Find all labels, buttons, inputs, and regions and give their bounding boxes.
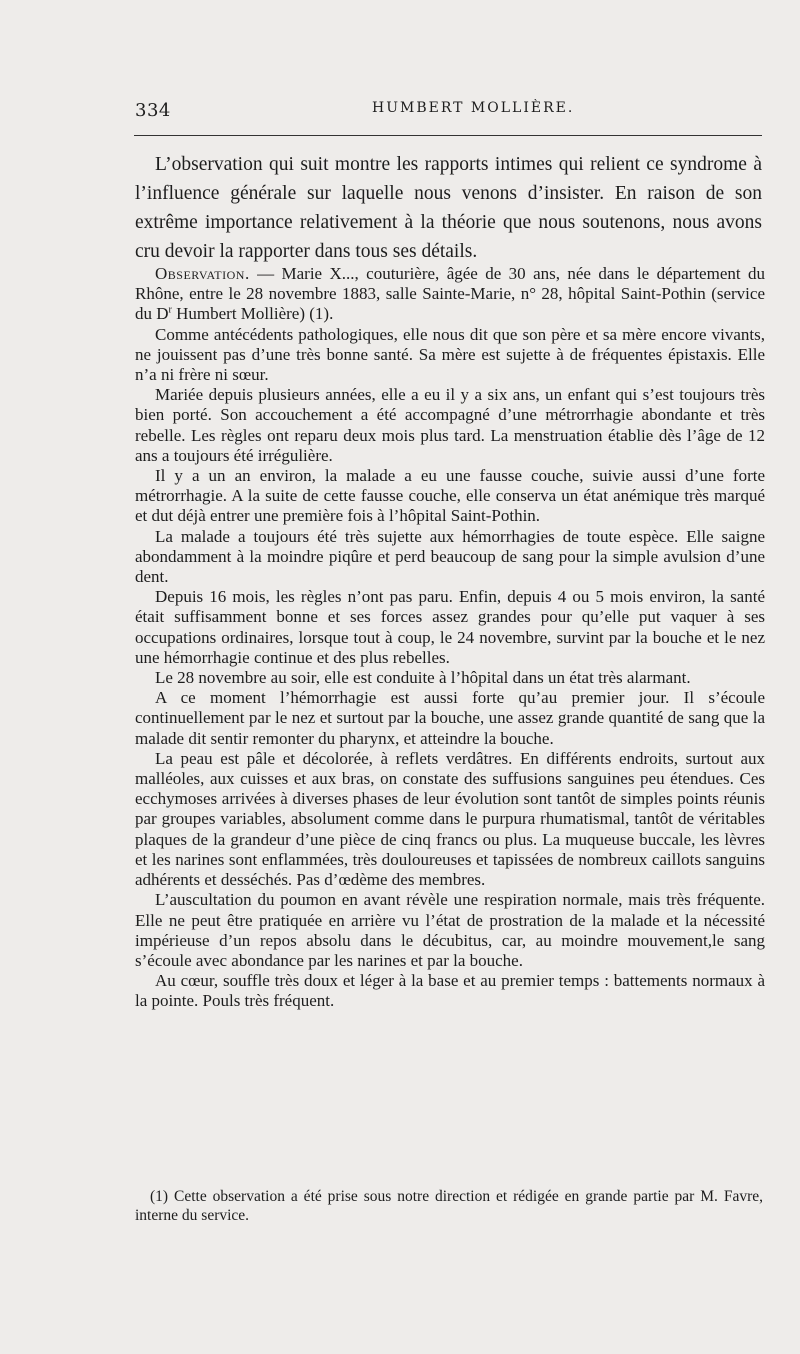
footnote: (1) Cette observation a été prise sous notre direction et rédigée en grande partie par M. Favre, interne du service.	[135, 1188, 763, 1224]
paragraph: Mariée depuis plusieurs années, elle a eu il y a six ans, un enfant qui s’est toujours très bien porté. Son accouchement a été accompagné d’une métrorrhagie abondante et très rebelle. Les règles ont reparu deux mois plus tard. La menstruation établie dès l’âge de 12 ans a toujours été irrégulière.	[135, 385, 765, 465]
paragraph: Il y a un an environ, la malade a eu une fausse couche, suivie aussi d’une forte métrorrhagie. A la suite de cette fausse couche, elle conserva un état anémique très marqué et dut déjà entrer une première fois à l’hôpital Saint-Pothin.	[135, 466, 765, 526]
intro-paragraph: L’observation qui suit montre les rapports intimes qui relient ce syndrome à l’influence générale sur laquelle nous venons d’insister. En raison de son extrême importance relativement à la théorie que nous soutenons, nous avons cru devoir la rapporter dans tous ses détails.	[135, 154, 762, 262]
observation-sup: r	[168, 304, 172, 316]
observation-body	[135, 264, 765, 1012]
page-header	[0, 100, 800, 126]
running-head: HUMBERT MOLLIÈRE.	[372, 100, 575, 116]
observation-heading-paragraph	[135, 264, 765, 325]
header-rule	[134, 135, 762, 136]
paragraph: L’auscultation du poumon en avant révèle une respiration normale, mais très fréquente. Elle ne peut être pratiquée en arrière vu l’état de prostration de la malade et la nécessité impérieuse d’un repos absolu dans le décubitus, car, au moindre mouvement,le sang s’écoule avec abondance par les narines et par la bouche.	[135, 890, 765, 970]
paragraph: Depuis 16 mois, les règles n’ont pas paru. Enfin, depuis 4 ou 5 mois environ, la santé était suffisamment bonne et ses forces assez grandes pour qu’elle put vaquer à ses occupations ordinaires, lorsque tout à coup, le 24 novembre, survint par la bouche et le nez une hémorrhagie continue et des plus rebelles.	[135, 587, 765, 667]
observation-label: Observation.	[155, 264, 250, 283]
paragraph: Le 28 novembre au soir, elle est conduite à l’hôpital dans un état très alarmant.	[155, 668, 691, 688]
paragraph: Comme antécédents pathologiques, elle nous dit que son père et sa mère encore vivants, ne jouissent pas d’une très bonne santé. Sa mère est sujette à de fréquentes épistaxis. Elle n’a ni frère ni sœur.	[135, 324, 765, 385]
paragraph: La peau est pâle et décolorée, à reflets verdâtres. En différents endroits, surtout aux malléoles, aux cuisses et aux bras, on constate des suffusions sanguines peu étendues. Ces ecchymoses arrivées à diverses phases de leur évolution sont tantôt de simples points réunis par groupes variables, absolument comme dans le purpura rhumatismal, tantôt de véritables plaques de la grandeur d’une pièce de cinq francs ou plus. La muqueuse buccale, les lèvres et les narines sont enflammées, très douloureuses et tapissées de nombreux caillots sanguins adhérents et desséchés. Pas d’œdème des membres.	[135, 748, 765, 890]
observation-text-2: Humbert Mollière) (1).	[171, 304, 334, 324]
paragraph: La malade a toujours été très sujette aux hémorrhagies de toute espèce. Elle saigne abondamment à la moindre piqûre et perd beaucoup de sang pour la simple avulsion d’une dent.	[135, 526, 765, 587]
paragraph: Au cœur, souffle très doux et léger à la base et au premier temps : battements normaux à la pointe. Pouls très fréquent.	[135, 971, 765, 1011]
paragraph: A ce moment l’hémorrhagie est aussi forte qu’au premier jour. Il s’écoule continuellement par le nez et surtout par la bouche, une assez grande quantité de sang que la malade dit sentir remonter du pharynx, et atteindre la bouche.	[135, 688, 765, 748]
observation-text-1: — Marie X..., couturière, âgée de 30 ans, née dans le département du Rhône, entre le 28 novembre 1883, salle Sainte-Marie, n° 28, hôpital Saint-Pothin (service du D	[135, 264, 765, 324]
page-number: 334	[135, 100, 171, 121]
